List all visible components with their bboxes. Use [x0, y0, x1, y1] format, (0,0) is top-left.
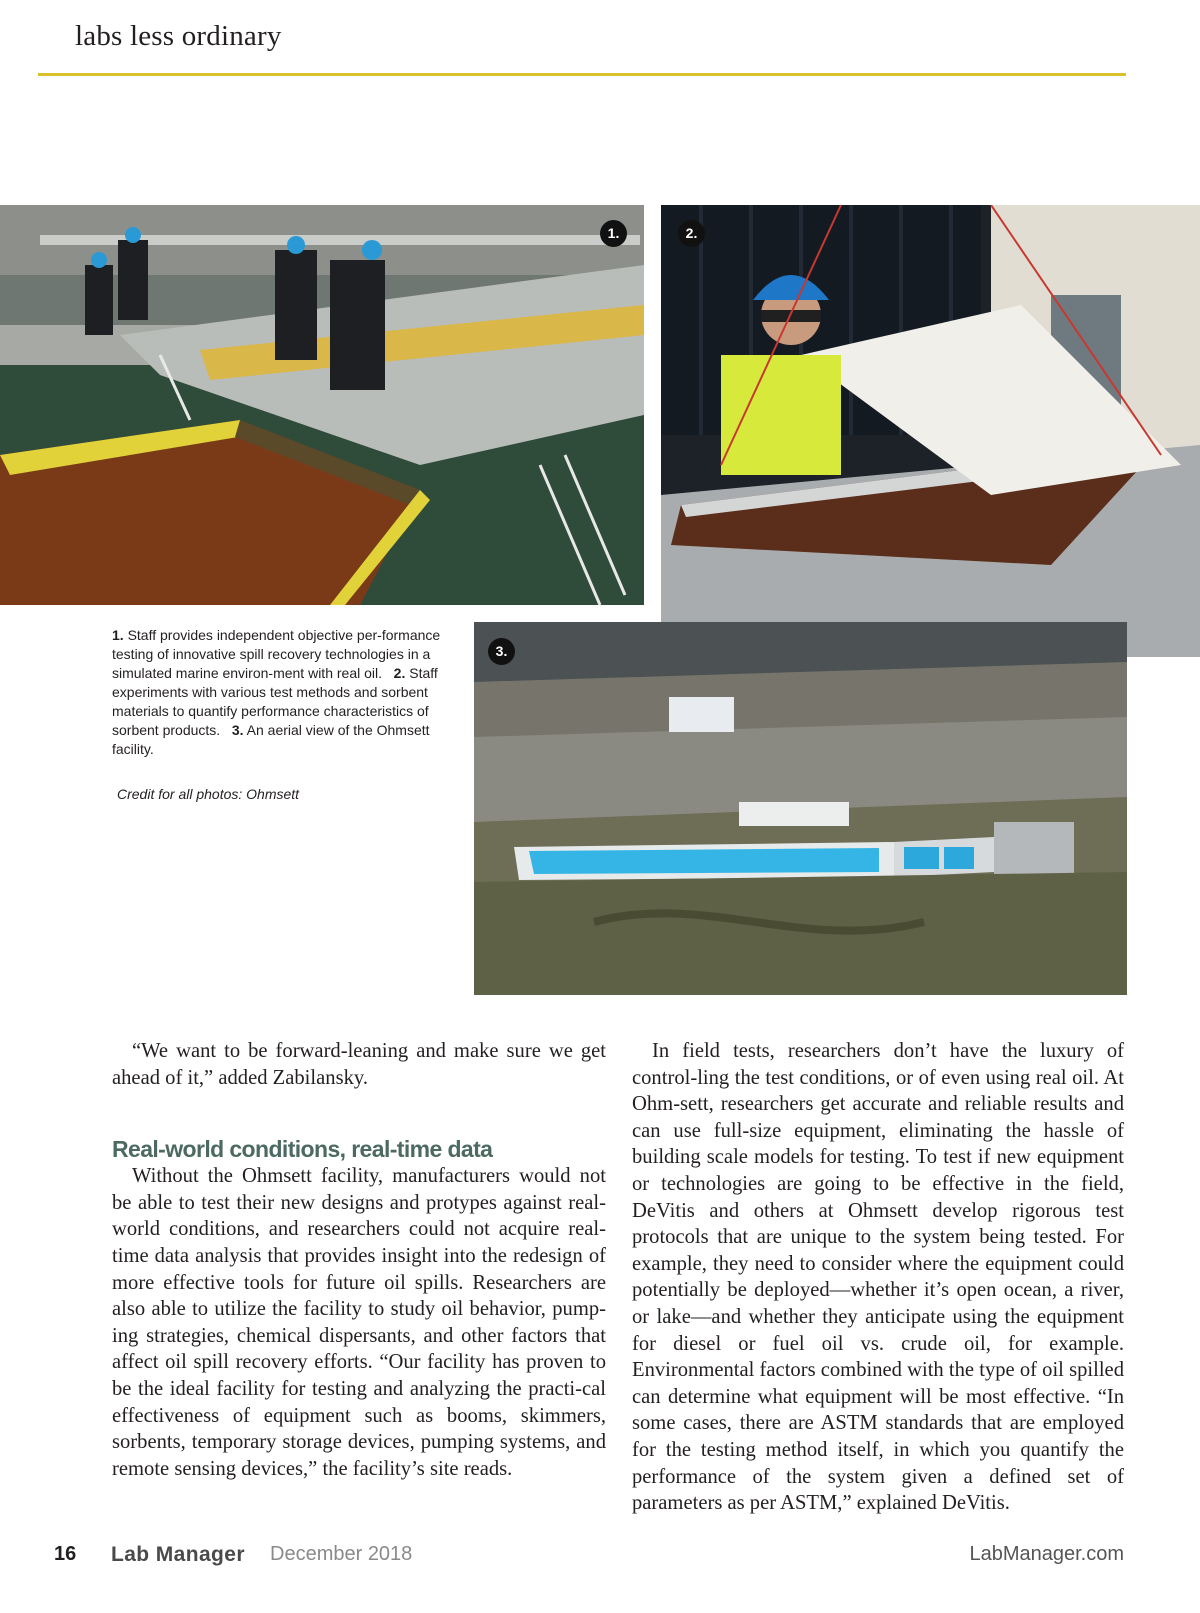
photo-sorbent-test	[661, 205, 1200, 657]
article-subhead: Real-world conditions, real-time data	[112, 1136, 493, 1163]
page-footer	[0, 1543, 1200, 1573]
website-link[interactable]: LabManager.com	[969, 1543, 1124, 1565]
article-paragraph: “We want to be forward-leaning and make sure we get ahead of it,” added Zabilansky.	[112, 1040, 606, 1089]
caption-text-1: Staff provides independent objective per-formance testing of innovative spill recovery technologies in a simulated marine environ-ment with real oil.	[112, 627, 441, 681]
photo-2-frame	[644, 205, 661, 674]
caption-text-3: An aerial view of the Ohmsett facility.	[112, 722, 430, 757]
photo-caption	[112, 626, 444, 759]
article-column-left	[112, 1038, 606, 1482]
photo-number-badge-3: 3.	[488, 638, 515, 665]
caption-num-1: 1.	[112, 627, 124, 643]
photo-number-badge-2: 2.	[678, 220, 705, 247]
header-rule	[38, 73, 1126, 76]
photo-number-badge-1: 1.	[600, 220, 627, 247]
caption-num-3: 3.	[231, 722, 244, 738]
sorbent-test-illustration	[661, 205, 1200, 657]
caption-text-2: Staff experiments with various test methods and sorbent materials to quantify performance characteristics of sorbent products.	[112, 665, 438, 738]
magazine-name: Lab Manager	[111, 1543, 245, 1566]
article-paragraph: In field tests, researchers don’t have the luxury of control-ling the test conditions, or of even using real oil. At Ohm-sett, researchers get accurate and reliable results and can use full-size equipment, eliminating the hassle of building scale models for testing. To test if new equipment or technologies are going to be effective in the field, DeVitis and others at Ohmsett develop rigorous test protocols that are unique to the system being tested. For example, they need to consider where the equipment could potentially be deployed—whether it’s open ocean, a river, or lake—and whether they anticipate using the equipment for diesel or fuel oil vs. crude oil, for example. Environmental factors combined with the type of oil spilled can determine what equipment will be most effective. “In some cases, there are ASTM standards that are employed for the testing method itself, in which you quantify the performance of the system given a defined set of parameters as per ASTM,” explained DeVitis.	[632, 1040, 1124, 1515]
section-label: labs less ordinary	[75, 20, 282, 52]
caption-num-2: 2.	[393, 665, 406, 681]
photo-aerial-facility	[474, 622, 1127, 995]
page-number: 16	[54, 1543, 77, 1565]
photo-test-tank	[0, 205, 644, 605]
photo-credit: Credit for all photos: Ohmsett	[117, 786, 300, 802]
marine-tank-illustration	[0, 205, 644, 605]
article-column-right	[632, 1038, 1124, 1517]
aerial-facility-illustration	[474, 622, 1127, 995]
article-paragraph: Without the Ohmsett facility, manufacturers would not be able to test their new designs and protypes against real-world conditions, and researchers could not acquire real-time data analysis that provides insight into the redesign of more effective tools for future oil spills. Researchers are also able to utilize the facility to study oil behavior, pump-ing strategies, chemical dispersants, and other factors that affect oil spill recovery efforts. “Our facility has proven to be the ideal facility for testing and analyzing the practi-cal effectiveness of equipment such as booms, skimmers, sorbents, temporary storage devices, pumping systems, and remote sensing devices,” the facility’s site reads.	[112, 1165, 606, 1480]
issue-date: December 2018	[270, 1543, 413, 1565]
